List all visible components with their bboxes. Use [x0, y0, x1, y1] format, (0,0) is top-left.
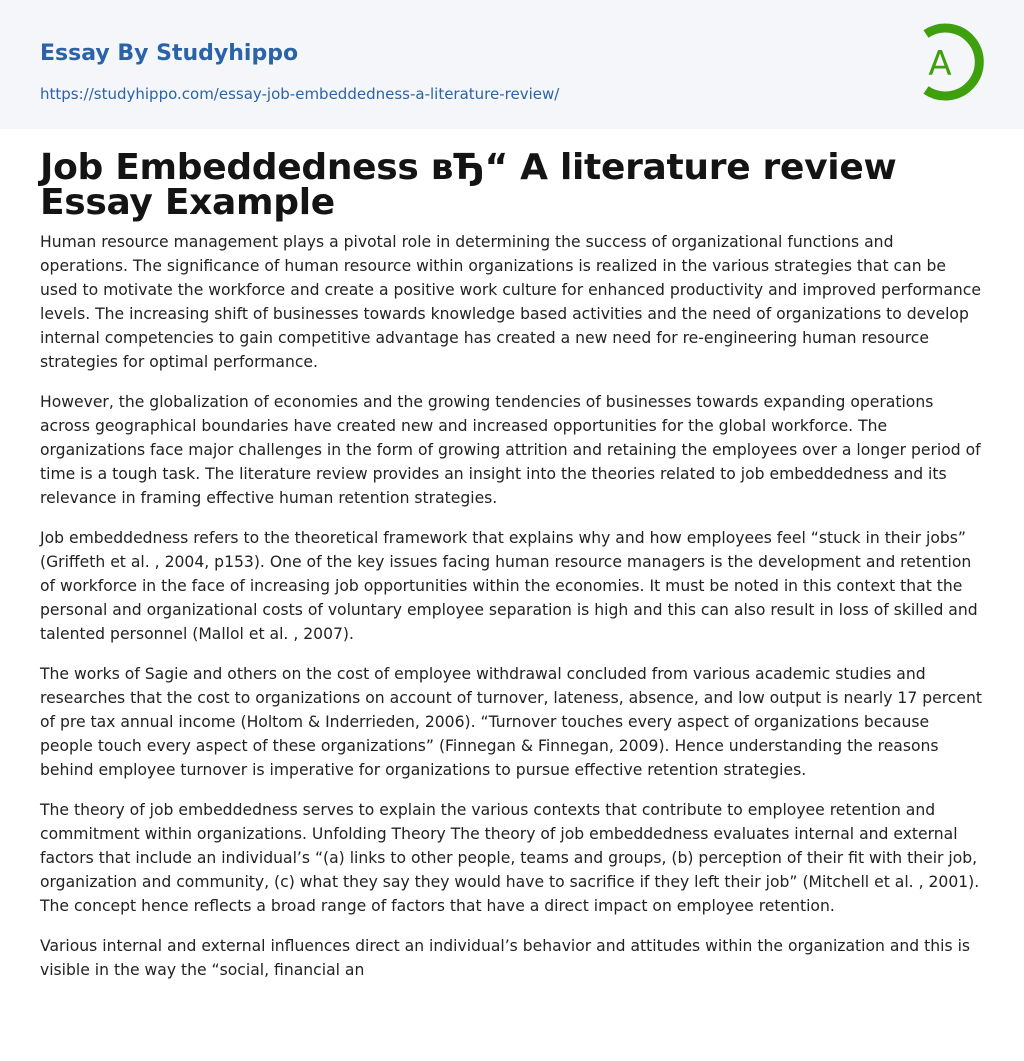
page-url-link[interactable]: https://studyhippo.com/essay-job-embeddedness-a-literature-review/	[40, 85, 560, 103]
paragraph: Human resource management plays a pivotal role in determining the success of organizational functions and operations. The significance of human resource within organizations is realized in the various strategies that can be used to motivate the workforce and create a positive work culture for enhanced productivity and improved performance levels. The increasing shift of businesses towards knowledge based activities and the need of organizations to develop internal competencies to gain competitive advantage has created a new need for re-engineering human resource strategies for optimal performance.	[40, 233, 981, 371]
paragraph: The works of Sagie and others on the cost of employee withdrawal concluded from various academic studies and researches that the cost to organizations on account of turnover, lateness, absence, and low output is nearly 17 percent of pre tax annual income (Holtom & Inderrieden, 2006). “Turnover touches every aspect of organizations because people touch every aspect of these organizations” (Finnegan & Finnegan, 2009). Hence understanding the reasons behind employee turnover is imperative for organizations to pursue effective retention strategies.	[40, 665, 982, 779]
paragraph: Job embeddedness refers to the theoretical framework that explains why and how employees feel “stuck in their jobs” (Griffeth et al. , 2004, p153). One of the key issues facing human resource managers is the development and retention of workforce in the face of increasing job opportunities within the economies. It must be noted in this context that the personal and organizational costs of voluntary employee separation is high and this can also result in loss of skilled and talented personnel (Mallol et al. , 2007).	[40, 529, 978, 643]
paragraph: However, the globalization of economies and the growing tendencies of businesses towards expanding operations across geographical boundaries have created new and increased opportunities for the global workforce. The organizations face major challenges in the form of growing attrition and retaining the employees over a longer period of time is a tough task. The literature review provides an insight into the theories related to job embeddedness and its relevance in framing effective human retention strategies.	[40, 393, 981, 507]
logo-letter: A	[928, 44, 952, 84]
paragraph: Various internal and external influences direct an individual’s behavior and attitudes within the organization and this is visible in the way the “social, financial an	[40, 937, 971, 979]
page-title: Job Embeddedness вЂ“ A literature review Essay Example	[40, 147, 897, 223]
essay-body	[40, 230, 986, 998]
site-name[interactable]: Essay By Studyhippo	[40, 41, 299, 66]
paragraph: The theory of job embeddedness serves to explain the various contexts that contribute to employee retention and commitment within organizations. Unfolding Theory The theory of job embeddedness evaluates internal and external factors that include an individual’s “(a) links to other people, teams and groups, (b) perception of their fit with their job, organization and community, (c) what they say they would have to sacrifice if they left their job” (Mitchell et al. , 2001). The concept hence reflects a broad range of factors that have a direct impact on employee retention.	[40, 801, 980, 915]
